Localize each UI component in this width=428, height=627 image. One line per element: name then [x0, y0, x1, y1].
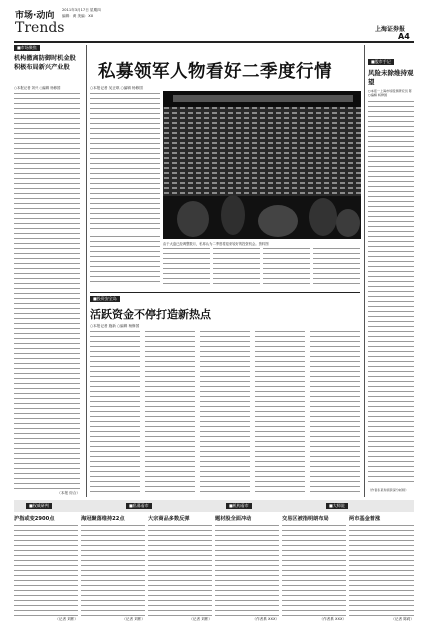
main-lead-text [90, 93, 160, 233]
right-headline: 风险未除维持观望 [368, 69, 414, 86]
left-end-tag: （本报 综合） [57, 491, 80, 495]
bottom-col-end: （记者 刘彬） [55, 617, 78, 621]
bottom-col-end: （作者系 XXX） [319, 617, 346, 621]
main-body-col-3 [213, 248, 260, 284]
market-photo [163, 91, 361, 239]
bottom-col-end: （记者 刘彬） [122, 617, 145, 621]
middle-body-col-5 [310, 331, 360, 495]
bottom-col-text [282, 525, 346, 617]
middle-body-col-1 [90, 331, 140, 495]
left-body-text [14, 93, 80, 489]
section-title-cn: 市场·动向 [15, 11, 55, 21]
bottom-col-text [148, 525, 212, 617]
bottom-col-title: 沪指或变2900点 [14, 516, 55, 522]
banner-4: ■大师说 [326, 503, 348, 509]
bottom-col-text [14, 525, 78, 617]
bottom-section [14, 515, 414, 623]
bottom-col-text [349, 525, 414, 617]
photo-caption: 由于大盘已经调整数月，私募认为二季度将迎来较好的投资机会。资料图 [163, 242, 269, 246]
masthead [0, 0, 428, 42]
left-kicker: ■市场聚焦 [14, 45, 40, 51]
section-title-en: Trends [15, 20, 65, 36]
date-line: 2011年3月17日 星期四 [62, 8, 101, 12]
bottom-col-text [81, 525, 145, 617]
middle-body-col-2 [145, 331, 195, 495]
bottom-col-title: 海冠聚落维持22点 [81, 516, 125, 522]
middle-body-col-4 [255, 331, 305, 495]
right-divider [364, 45, 365, 497]
main-body-col-2 [163, 248, 210, 284]
editor-line: 编辑：黄 美编：XX [62, 14, 94, 18]
left-byline: ○本报记者 刘兴 ○编辑 杨修国 [14, 86, 61, 90]
page-number: A4 [398, 32, 410, 41]
middle-byline: ○本报记者 施新 ○编辑 杨修国 [90, 324, 140, 328]
right-kicker: ■股市手记 [368, 59, 394, 65]
bottom-col-2 [81, 515, 145, 623]
bottom-col-title: 大宗商品多数反弹 [148, 516, 190, 522]
bottom-col-1 [14, 515, 78, 623]
banner-3: ■机构看市 [226, 503, 252, 509]
banner-2: ■私募看市 [126, 503, 152, 509]
middle-kicker: ■投资安全岛 [90, 296, 120, 302]
middle-headline: 活跃资金不停打造新热点 [90, 308, 211, 321]
banner-1: ■权威研判 [26, 503, 52, 509]
bottom-col-title: 两市基金普涨 [349, 516, 381, 522]
middle-rule [90, 292, 360, 293]
right-body-text [368, 101, 414, 486]
main-byline: ○本报记者 吴正琪 ○编辑 杨修国 [90, 86, 143, 90]
main-body-col-1 [90, 236, 160, 284]
right-byline: ○本报一上海市场股票研究员 陈 ○编辑 杨修国 [368, 89, 412, 98]
bottom-col-5 [282, 515, 346, 623]
bottom-col-end: （记者 刘彬） [189, 617, 212, 621]
bottom-col-text [215, 525, 279, 617]
left-column [14, 45, 84, 497]
newspaper-name: 上海证券报 [375, 26, 406, 33]
right-end-tag: （作者系某券商资深分析师） [368, 488, 409, 492]
bottom-col-3 [148, 515, 212, 623]
masthead-rule [14, 41, 414, 43]
bottom-col-end: （作者系 XXX） [252, 617, 279, 621]
main-body-col-5 [313, 248, 360, 284]
right-column [368, 45, 416, 497]
bottom-col-4 [215, 515, 279, 623]
bottom-col-title: 交易区被指明朗布局 [282, 516, 329, 522]
column-divider [86, 45, 87, 497]
middle-body-col-3 [200, 331, 250, 495]
stock-board-image [163, 91, 361, 239]
bottom-col-6 [349, 515, 414, 623]
bottom-col-title: 题材股全面冲动 [215, 516, 252, 522]
bottom-banner-strip [14, 500, 414, 512]
bottom-col-end: （记者 陈莉） [391, 617, 414, 621]
main-headline: 私募领军人物看好二季度行情 [98, 62, 332, 82]
left-headline: 机构撤离防御时机金股积极布局新兴产业股 [14, 55, 76, 71]
main-body-col-4 [263, 248, 310, 284]
